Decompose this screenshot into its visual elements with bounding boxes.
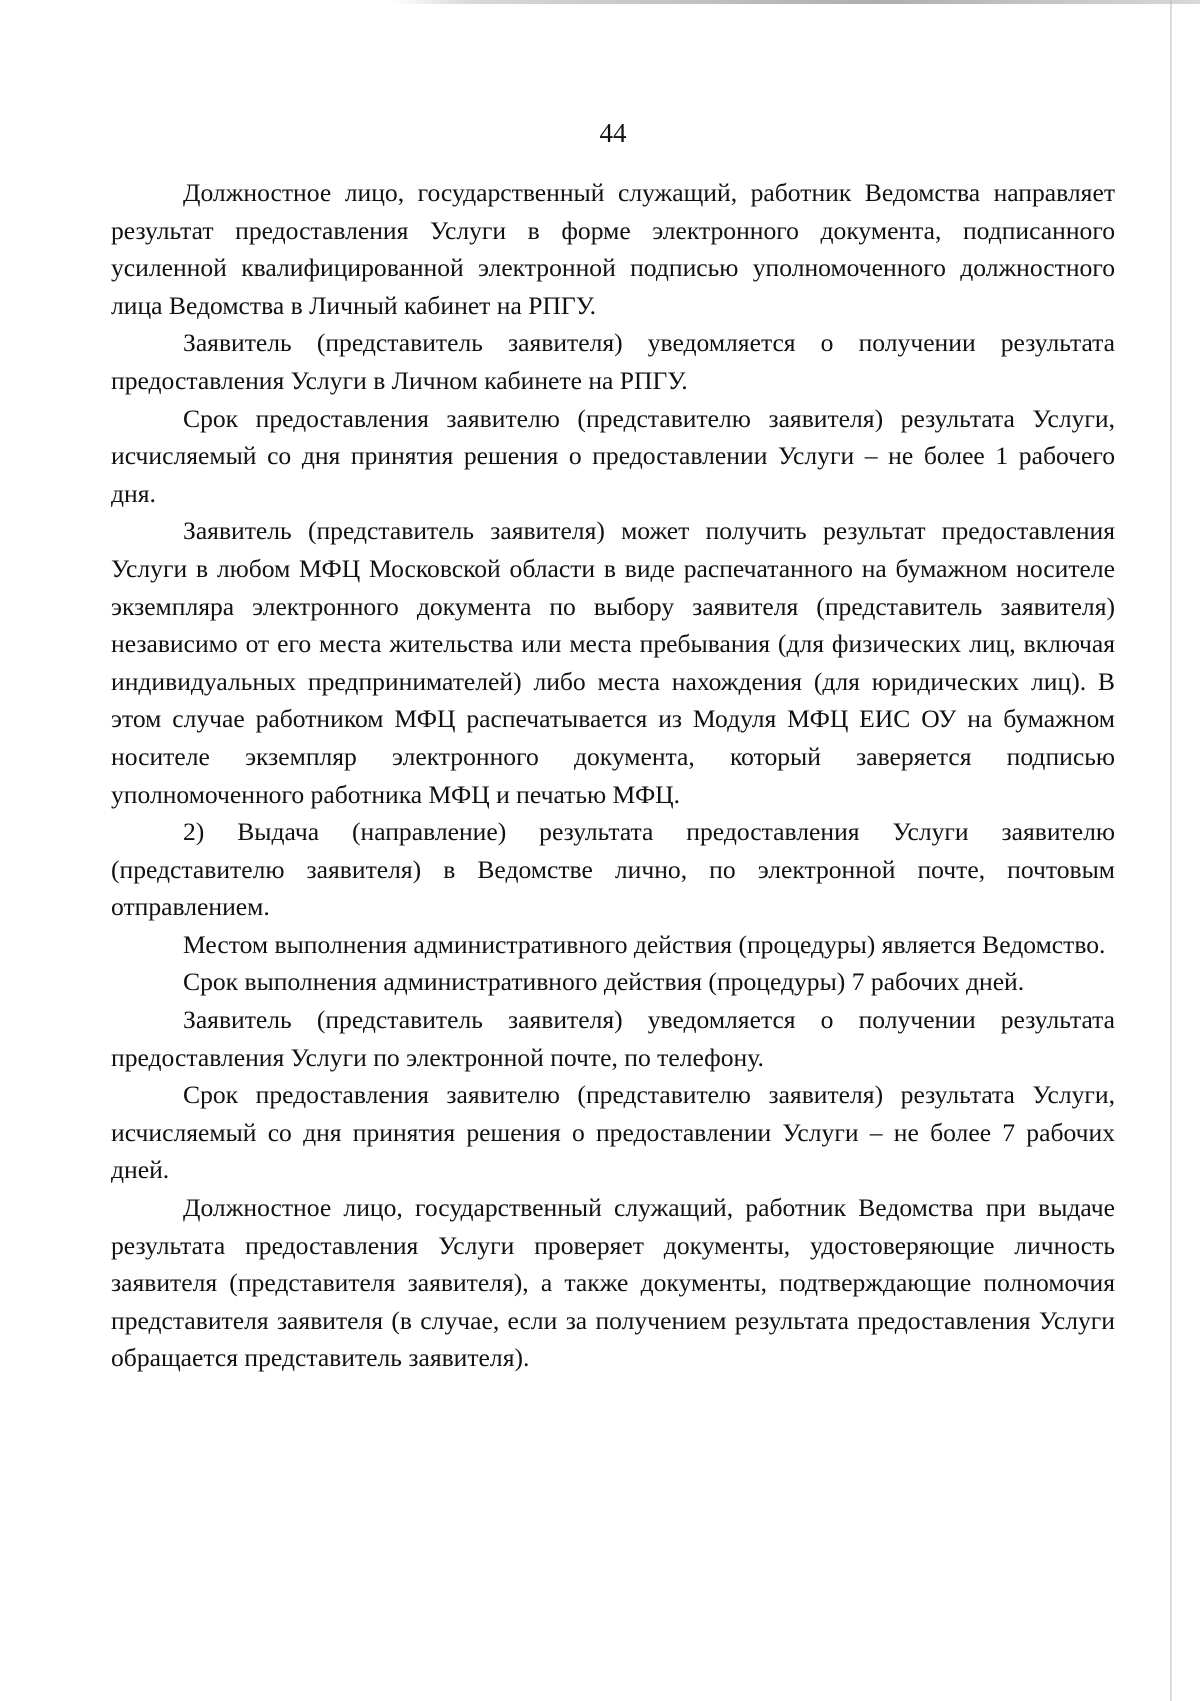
paragraph: Срок выполнения административного действия (процедуры) 7 рабочих дней. <box>183 967 1025 997</box>
paragraph: 2) Выдача (направление) результата предоставления Услуги заявителю (представителю заявителя) в Ведомстве лично, по электронной почте, почтовым отправлением. <box>111 817 1115 922</box>
scan-edge-top <box>390 0 1200 4</box>
paragraph: Срок предоставления заявителю (представителю заявителя) результата Услуги, исчисляемый со дня принятия решения о предоставлении Услуги – не более 7 рабочих дней. <box>111 1080 1115 1185</box>
scan-edge-right <box>1170 0 1172 1701</box>
document-body <box>111 174 1115 1377</box>
paragraph: Срок предоставления заявителю (представителю заявителя) результата Услуги, исчисляемый со дня принятия решения о предоставлении Услуги – не более 1 рабочего дня. <box>111 403 1115 508</box>
paragraph: Заявитель (представитель заявителя) уведомляется о получении результата предоставления Услуги в Личном кабинете на РПГУ. <box>111 328 1115 395</box>
paragraph: Должностное лицо, государственный служащий, работник Ведомства при выдаче результата предоставления Услуги проверяет документы, удостоверяющие личность заявителя (представителя заявителя), а также документы, подтверждающие полномочия представителя заявителя (в случае, если за получением результата предоставления Услуги обращается представитель заявителя). <box>111 1193 1115 1373</box>
paragraph: Заявитель (представитель заявителя) может получить результат предоставления Услуги в любом МФЦ Московской области в виде распечатанного на бумажном носителе экземпляра электронного документа по выбору заявителя (представитель заявителя) независимо от его места жительства или места пребывания (для физических лиц, включая индивидуальных предпринимателей) либо места нахождения (для юридических лиц). В этом случае работником МФЦ распечатывается из Модуля МФЦ ЕИС ОУ на бумажном носителе экземпляр электронного документа, который заверяется подписью уполномоченного работника МФЦ и печатью МФЦ. <box>111 516 1115 809</box>
page-number: 44 <box>599 118 627 148</box>
paragraph: Местом выполнения административного действия (процедуры) является Ведомство. <box>183 929 1106 959</box>
paragraph: Должностное лицо, государственный служащий, работник Ведомства направляет результат предоставления Услуги в форме электронного документа, подписанного усиленной квалифицированной электронной подписью уполномоченного должностного лица Ведомства в Личный кабинет на РПГУ. <box>111 178 1115 320</box>
paragraph: Заявитель (представитель заявителя) уведомляется о получении результата предоставления Услуги по электронной почте, по телефону. <box>111 1005 1115 1072</box>
